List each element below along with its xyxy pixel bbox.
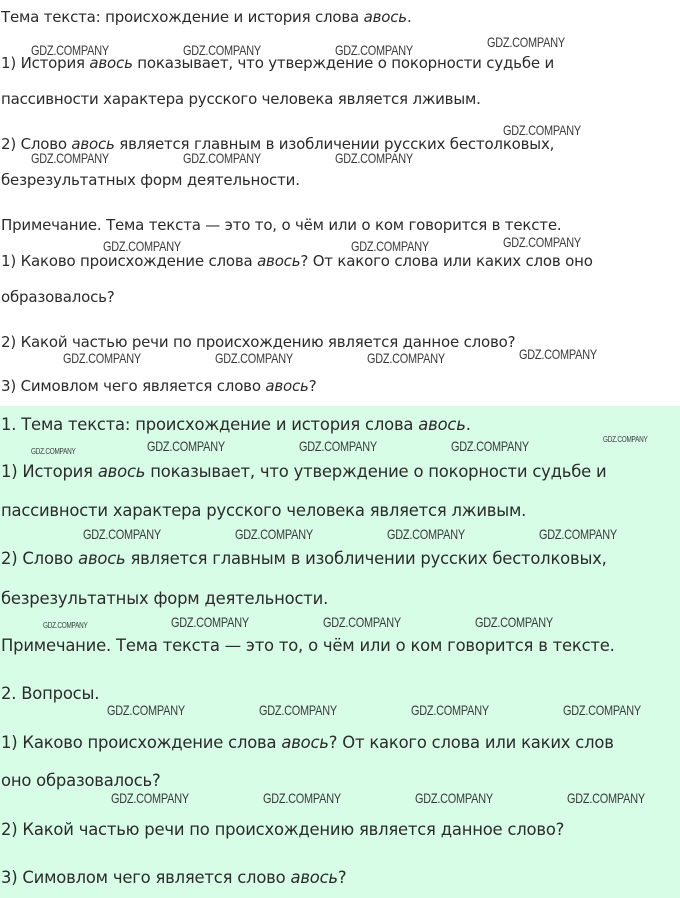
watermark: GDZ.COMPANY — [299, 438, 377, 454]
answer-topic: 1. Тема текста: происхождение и история слова авось. — [1, 415, 471, 434]
watermark: GDZ.COMPANY — [183, 150, 261, 166]
task-option-2: 2) Слово авось является главным в изобличении русских бестолковых, — [1, 135, 555, 153]
watermark: GDZ.COMPANY — [503, 234, 581, 250]
watermark: GDZ.COMPANY — [567, 790, 645, 806]
watermark: GDZ.COMPANY — [83, 526, 161, 542]
answer-question-1: 1) Каково происхождение слова авось? От какого слова или каких слов — [1, 733, 614, 752]
watermark: GDZ.COMPANY — [451, 438, 529, 454]
watermark: GDZ.COMPANY — [411, 702, 489, 718]
task-note: Примечание. Тема текста — это то, о чём или о ком говорится в тексте. — [1, 216, 562, 234]
task-question-3: 3) Симовлом чего является слово авось? — [1, 377, 317, 395]
watermark: GDZ.COMPANY — [235, 526, 313, 542]
answer-note: Примечание. Тема текста — это то, о чём или о ком говорится в тексте. — [1, 636, 615, 655]
answer-questions-heading: 2. Вопросы. — [1, 684, 100, 703]
answer-option-2: 2) Слово авось является главным в изобличении русских бестолковых, — [1, 549, 607, 568]
watermark: GDZ.COMPANY — [31, 447, 76, 456]
watermark: GDZ.COMPANY — [539, 526, 617, 542]
watermark: GDZ.COMPANY — [415, 790, 493, 806]
answer-option-1-line2: пассивности характера русского человека является лживым. — [1, 501, 527, 520]
watermark: GDZ.COMPANY — [263, 790, 341, 806]
watermark: GDZ.COMPANY — [503, 122, 581, 138]
answer-option-1: 1) История авось показывает, что утверждение о покорности судьбе и — [1, 462, 607, 481]
watermark: GDZ.COMPANY — [259, 702, 337, 718]
watermark: GDZ.COMPANY — [519, 346, 597, 362]
answer-question-2: 2) Какой частью речи по происхождению является данное слово? — [1, 820, 565, 839]
answer-option-2-line2: безрезультатных форм деятельности. — [1, 589, 329, 608]
watermark: GDZ.COMPANY — [387, 526, 465, 542]
watermark: GDZ.COMPANY — [31, 42, 109, 58]
task-option-1: 1) История авось показывает, что утверждение о покорности судьбе и — [1, 54, 555, 72]
watermark: GDZ.COMPANY — [351, 238, 429, 254]
task-question-2: 2) Какой частью речи по происхождению является данное слово? — [1, 333, 516, 351]
watermark: GDZ.COMPANY — [111, 790, 189, 806]
watermark: GDZ.COMPANY — [335, 150, 413, 166]
watermark: GDZ.COMPANY — [475, 614, 553, 630]
watermark: GDZ.COMPANY — [603, 435, 648, 444]
answer-question-3: 3) Симовлом чего является слово авось? — [1, 868, 347, 887]
watermark: GDZ.COMPANY — [63, 350, 141, 366]
watermark: GDZ.COMPANY — [323, 614, 401, 630]
watermark: GDZ.COMPANY — [183, 42, 261, 58]
task-question-1: 1) Каково происхождение слова авось? От какого слова или каких слов оно — [1, 252, 593, 270]
watermark: GDZ.COMPANY — [487, 34, 565, 50]
task-option-2-line2: безрезультатных форм деятельности. — [1, 171, 300, 189]
watermark: GDZ.COMPANY — [107, 702, 185, 718]
watermark: GDZ.COMPANY — [335, 42, 413, 58]
task-option-1-line2: пассивности характера русского человека является лживым. — [1, 90, 481, 108]
watermark: GDZ.COMPANY — [103, 238, 181, 254]
task-topic: Тема текста: происхождение и история слова авось. — [1, 8, 412, 26]
answer-question-1-line2: оно образовалось? — [1, 771, 161, 790]
watermark: GDZ.COMPANY — [31, 150, 109, 166]
watermark: GDZ.COMPANY — [43, 621, 88, 630]
watermark: GDZ.COMPANY — [367, 350, 445, 366]
answer-section — [0, 406, 680, 898]
watermark: GDZ.COMPANY — [147, 438, 225, 454]
watermark: GDZ.COMPANY — [563, 702, 641, 718]
task-question-1-line2: образовалось? — [1, 288, 115, 306]
watermark: GDZ.COMPANY — [171, 614, 249, 630]
watermark: GDZ.COMPANY — [215, 350, 293, 366]
